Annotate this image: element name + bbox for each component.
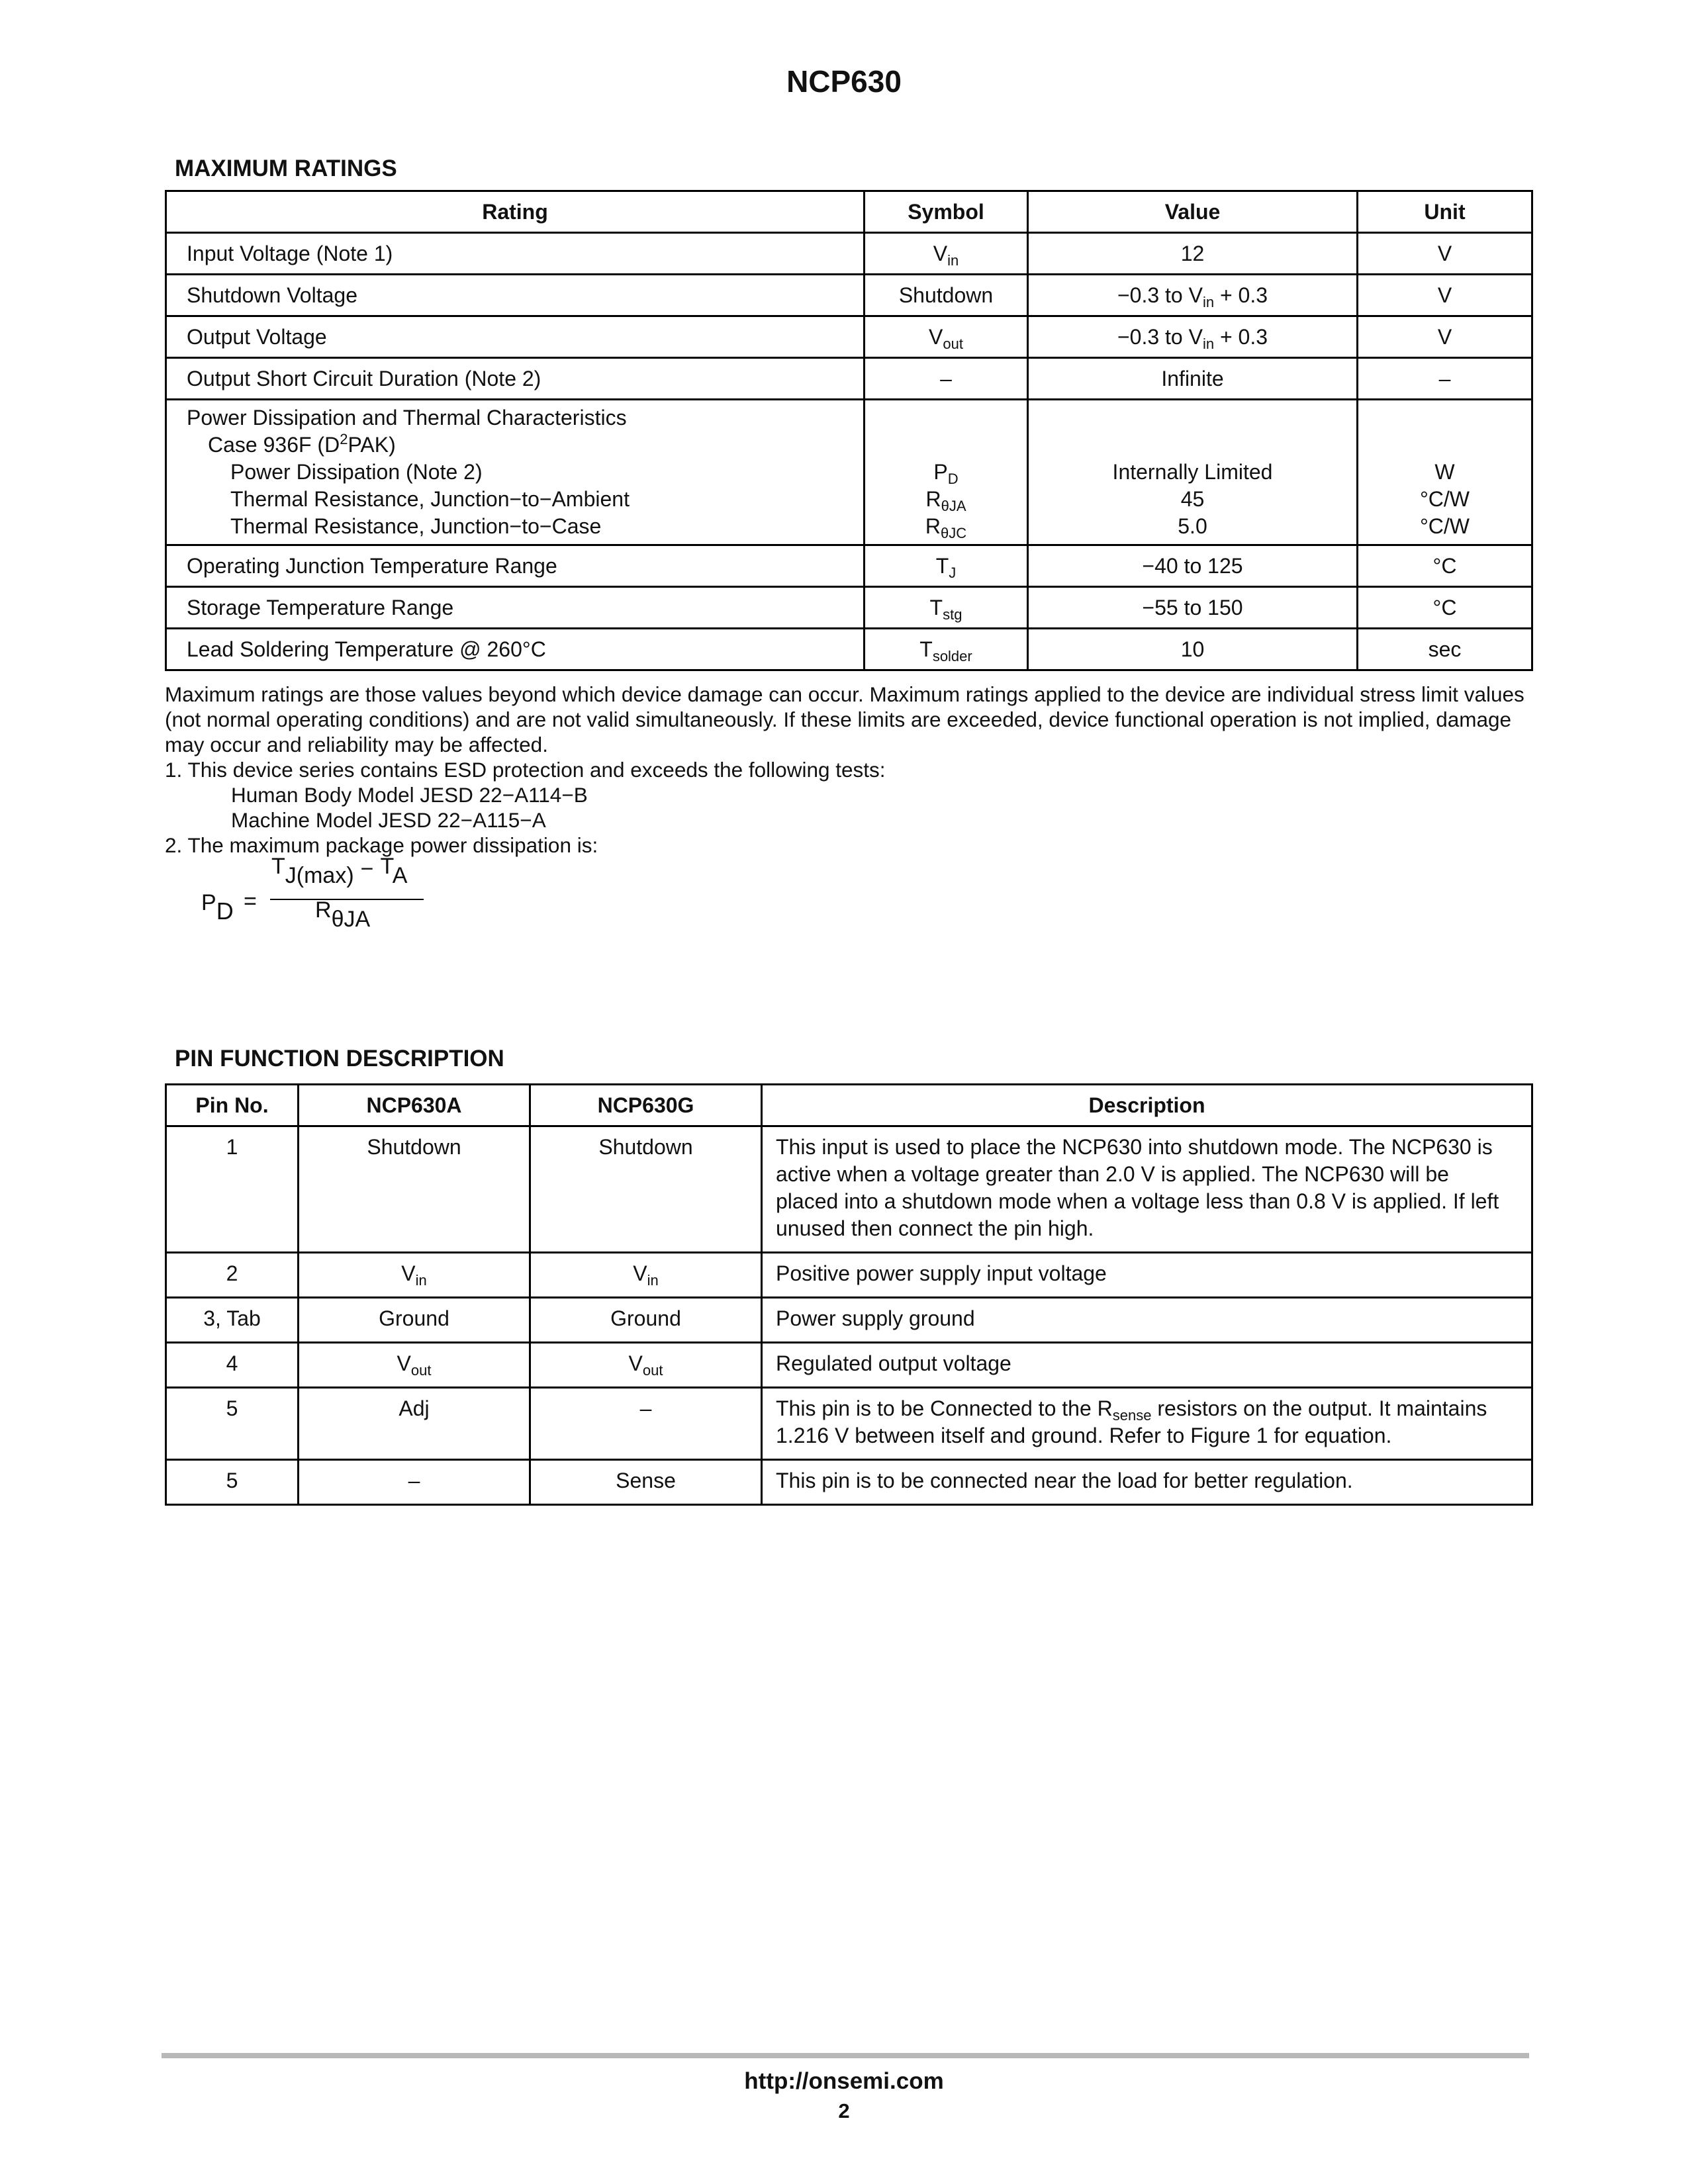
note-1: 1. This device series contains ESD protection and exceeds the following tests: xyxy=(165,758,886,782)
rating-line: Power Dissipation (Note 2) xyxy=(230,460,483,484)
footer-divider xyxy=(162,2053,1529,2058)
column-header: Value xyxy=(1028,191,1358,233)
symbol-cell: – xyxy=(865,358,1028,400)
pin-cell: 5 xyxy=(166,1388,299,1460)
table-row xyxy=(166,233,1532,275)
ncp630g-cell: Shutdown xyxy=(530,1126,762,1253)
unit-line: °C/W xyxy=(1420,487,1470,511)
symbol-cell: $T_J$ xyxy=(865,545,1028,587)
formula-numerator: TJ(max) − TA xyxy=(271,854,408,888)
column-header: Symbol xyxy=(865,191,1028,233)
value-cell: −55 to 150 xyxy=(1028,587,1358,629)
value-cell: 12 xyxy=(1028,233,1358,275)
rating-cell: Input Voltage (Note 1) xyxy=(166,233,865,275)
value-cell xyxy=(1028,400,1358,545)
unit-cell: – xyxy=(1358,358,1532,400)
symbol-line: $R_{\theta JC}$ xyxy=(925,514,967,541)
formula-denominator: RθJA xyxy=(315,897,371,932)
note-1-mm: Machine Model JESD 22−A115−A xyxy=(231,808,546,832)
rating-cell: Output Short Circuit Duration (Note 2) xyxy=(166,358,865,400)
table-row xyxy=(166,1298,1532,1343)
pin-cell: 5 xyxy=(166,1460,299,1505)
disclaimer-text: Maximum ratings are those values beyond which device damage can occur. Maximum ratings applied to the device are individual stress limit values (not normal operating conditions) and are not valid simultaneously. If these limits are exceeded, device functional operation is not implied, damage may occur and reliability may be affected. xyxy=(165,682,1524,756)
rating-cell: Storage Temperature Range xyxy=(166,587,865,629)
column-header: Pin No. xyxy=(166,1085,299,1126)
unit-line: °C/W xyxy=(1420,514,1470,538)
table-row xyxy=(166,1253,1532,1298)
ncp630a-cell: $V_{in}$ xyxy=(299,1253,530,1298)
symbol-line: $P_D$ xyxy=(933,460,959,487)
description-cell: This pin is to be Connected to the $R_{sense}$ resistors on the output. It maintains 1.216 V between itself and ground. Refer to Figure 1 for equation. xyxy=(762,1388,1532,1460)
table-row xyxy=(166,275,1532,316)
unit-cell: V xyxy=(1358,316,1532,358)
rating-line: Power Dissipation and Thermal Characteristics xyxy=(187,406,627,430)
symbol-cell: $T_{stg}$ xyxy=(865,587,1028,629)
ncp630g-cell: – xyxy=(530,1388,762,1460)
pin-cell: 2 xyxy=(166,1253,299,1298)
table-row xyxy=(166,1343,1532,1388)
value-cell: −40 to 125 xyxy=(1028,545,1358,587)
unit-cell: V xyxy=(1358,275,1532,316)
unit-cell: °C xyxy=(1358,545,1532,587)
ncp630g-cell: Sense xyxy=(530,1460,762,1505)
pin-function-heading: PIN FUNCTION DESCRIPTION xyxy=(175,1046,504,1071)
note-1-hbm: Human Body Model JESD 22−A114−B xyxy=(231,783,588,807)
description-cell: Positive power supply input voltage xyxy=(762,1253,1532,1298)
value-cell: −0.3 to $V_{in} + 0.3$ xyxy=(1028,316,1358,358)
table-row xyxy=(166,1460,1532,1505)
column-header: NCP630G xyxy=(530,1085,762,1126)
column-header: NCP630A xyxy=(299,1085,530,1126)
value-line: 5.0 xyxy=(1178,514,1207,538)
symbol-cell: $V_{in}$ xyxy=(865,233,1028,275)
description-cell: This pin is to be connected near the load for better regulation. xyxy=(762,1460,1532,1505)
unit-cell: °C xyxy=(1358,587,1532,629)
column-header: Description xyxy=(762,1085,1532,1126)
value-line: 45 xyxy=(1180,487,1205,511)
symbol-line: $R_{\theta JA}$ xyxy=(925,487,966,514)
unit-cell: sec xyxy=(1358,629,1532,670)
rating-cell: Shutdown Voltage xyxy=(166,275,865,316)
rating-cell xyxy=(166,400,865,545)
unit-line: W xyxy=(1434,460,1455,484)
maximum-ratings-table xyxy=(165,190,1533,671)
page-number: 2 xyxy=(838,2099,850,2122)
power-dissipation-formula xyxy=(199,854,437,945)
column-header: Unit xyxy=(1358,191,1532,233)
footer-url[interactable]: http://onsemi.com xyxy=(744,2068,944,2094)
ncp630a-cell: – xyxy=(299,1460,530,1505)
rating-cell: Output Voltage xyxy=(166,316,865,358)
ncp630g-cell: $V_{in}$ xyxy=(530,1253,762,1298)
pin-function-table xyxy=(165,1083,1533,1506)
ratings-notes xyxy=(165,682,1535,858)
maximum-ratings-heading: MAXIMUM RATINGS xyxy=(175,156,397,181)
column-header: Rating xyxy=(166,191,865,233)
table-header-row xyxy=(166,1085,1532,1126)
description-cell: Power supply ground xyxy=(762,1298,1532,1343)
rating-cell: Operating Junction Temperature Range xyxy=(166,545,865,587)
table-row xyxy=(166,545,1532,587)
value-cell: −0.3 to $V_{in} + 0.3$ xyxy=(1028,275,1358,316)
description-cell: Regulated output voltage xyxy=(762,1343,1532,1388)
ncp630a-cell: $V_{out}$ xyxy=(299,1343,530,1388)
ncp630a-cell: Shutdown xyxy=(299,1126,530,1253)
ncp630g-cell: $V_{out}$ xyxy=(530,1343,762,1388)
table-row xyxy=(166,1388,1532,1460)
symbol-cell: $V_{out}$ xyxy=(865,316,1028,358)
table-row xyxy=(166,629,1532,670)
formula-lhs: PD xyxy=(201,890,234,925)
table-row xyxy=(166,1126,1532,1253)
rating-line: Thermal Resistance, Junction−to−Ambient xyxy=(230,487,630,511)
ncp630a-cell: Ground xyxy=(299,1298,530,1343)
table-row xyxy=(166,358,1532,400)
formula-equals: = xyxy=(244,889,257,914)
table-row xyxy=(166,587,1532,629)
page-title: NCP630 xyxy=(786,64,902,99)
pin-cell: 1 xyxy=(166,1126,299,1253)
value-cell: Infinite xyxy=(1028,358,1358,400)
value-cell: 10 xyxy=(1028,629,1358,670)
symbol-cell xyxy=(865,400,1028,545)
pin-cell: 4 xyxy=(166,1343,299,1388)
value-line: Internally Limited xyxy=(1112,460,1273,484)
pin-cell: 3, Tab xyxy=(166,1298,299,1343)
symbol-cell: Shutdown xyxy=(865,275,1028,316)
rating-cell: Lead Soldering Temperature @ 260°C xyxy=(166,629,865,670)
description-cell: This input is used to place the NCP630 into shutdown mode. The NCP630 is active when a voltage greater than 2.0 V is applied. The NCP630 will be placed into a shutdown mode when a voltage less than 0.8 V is applied. If left unused then connect the pin high. xyxy=(762,1126,1532,1253)
note-2: 2. The maximum package power dissipation is: xyxy=(165,833,598,857)
unit-cell: V xyxy=(1358,233,1532,275)
rating-line: Case 936F $(D^2PAK)$ xyxy=(208,431,396,457)
symbol-cell: $T_{solder}$ xyxy=(865,629,1028,670)
table-header-row xyxy=(166,191,1532,233)
table-row xyxy=(166,316,1532,358)
ncp630g-cell: Ground xyxy=(530,1298,762,1343)
unit-cell xyxy=(1358,400,1532,545)
rating-line: Thermal Resistance, Junction−to−Case xyxy=(230,514,602,538)
ncp630a-cell: Adj xyxy=(299,1388,530,1460)
table-row xyxy=(166,400,1532,545)
